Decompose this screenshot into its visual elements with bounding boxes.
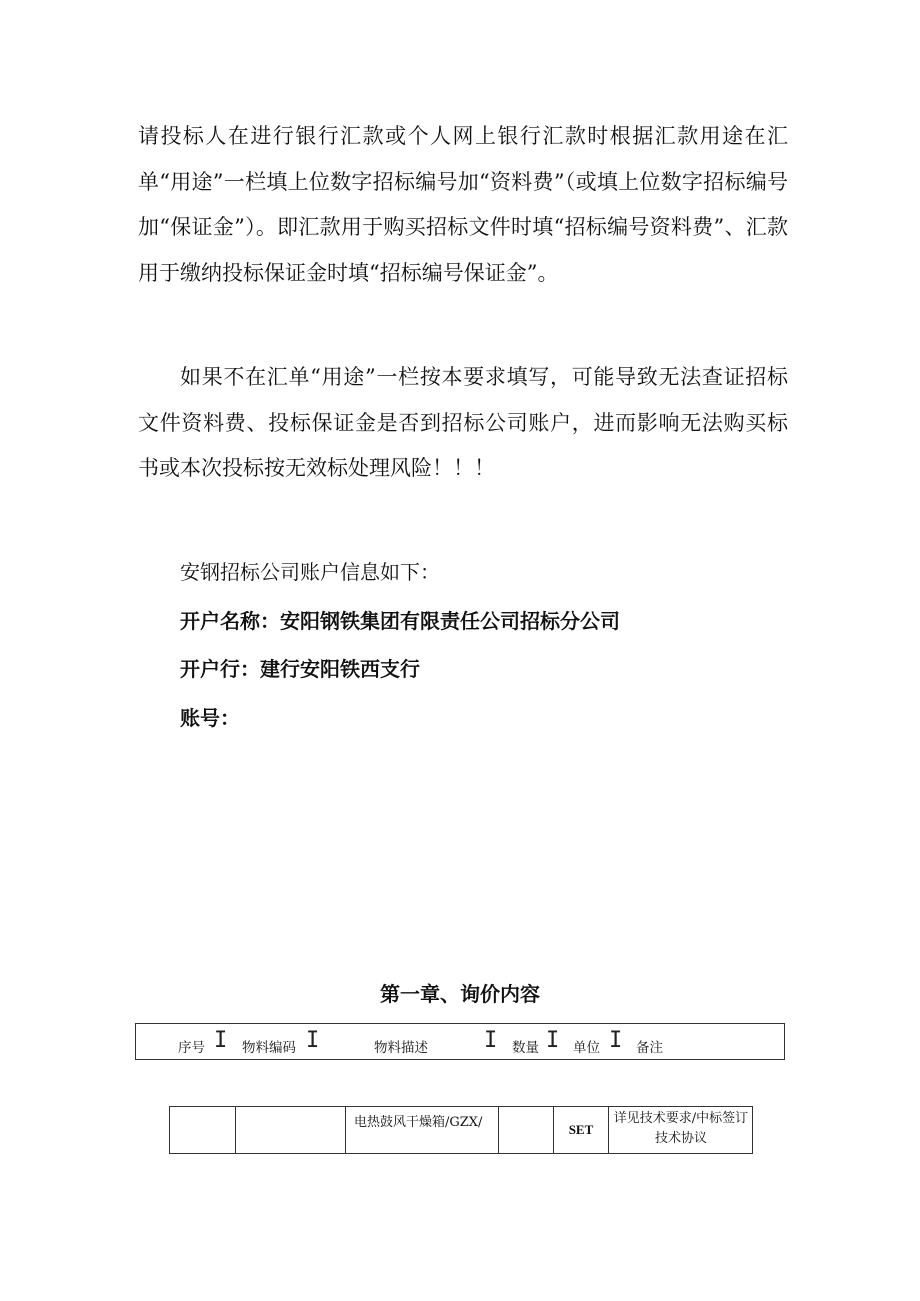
header-unit: 单位 xyxy=(573,1040,600,1056)
notice-paragraph-1: 请投标人在进行银行汇款或个人网上银行汇款时根据汇款用途在汇单“用途”一栏填上位数字招标编号加“资料费”（或填上位数字招标编号加“保证金”）。即汇款用于购买招标文件时填“招标编号资料费”、汇款用于缴纳投标保证金时填“招标编号保证金”。 xyxy=(138,124,788,285)
item-code xyxy=(236,1107,346,1154)
header-separator-icon: I xyxy=(214,1028,228,1053)
item-description: 电热鼓风干燥箱/GZX/ xyxy=(346,1107,499,1154)
account-intro: 安钢招标公司账户信息如下： xyxy=(180,560,440,584)
header-remark: 备注 xyxy=(636,1040,663,1056)
header-material-desc: 物料描述 xyxy=(374,1040,428,1056)
table-row xyxy=(170,1107,753,1154)
item-remark: 详见技术要求/中标签订技术协议 xyxy=(609,1107,753,1154)
header-seq: 序号 xyxy=(178,1040,205,1056)
account-name-line: 开户名称：安阳钢铁集团有限责任公司招标分公司 xyxy=(180,609,620,633)
account-number-line: 账号： xyxy=(180,706,240,730)
header-separator-icon: I xyxy=(546,1028,560,1053)
inquiry-items-table xyxy=(169,1106,753,1154)
header-separator-icon: I xyxy=(306,1028,320,1053)
item-quantity xyxy=(499,1107,554,1154)
account-bank-line: 开户行：建行安阳铁西支行 xyxy=(180,657,420,681)
item-seq xyxy=(170,1107,236,1154)
notice-paragraph-2: 如果不在汇单“用途”一栏按本要求填写，可能导致无法查证招标文件资料费、投标保证金是否到招标公司账户，进而影响无法购买标书或本次投标按无效标处理风险！！！ xyxy=(138,365,788,480)
header-separator-icon: I xyxy=(609,1028,623,1053)
inquiry-table-header xyxy=(135,1023,785,1060)
header-material-code: 物料编码 xyxy=(242,1040,296,1056)
item-unit: SET xyxy=(554,1107,609,1154)
header-separator-icon: I xyxy=(484,1028,498,1053)
header-quantity: 数量 xyxy=(512,1040,539,1056)
chapter-title: 第一章、询价内容 xyxy=(380,982,540,1006)
